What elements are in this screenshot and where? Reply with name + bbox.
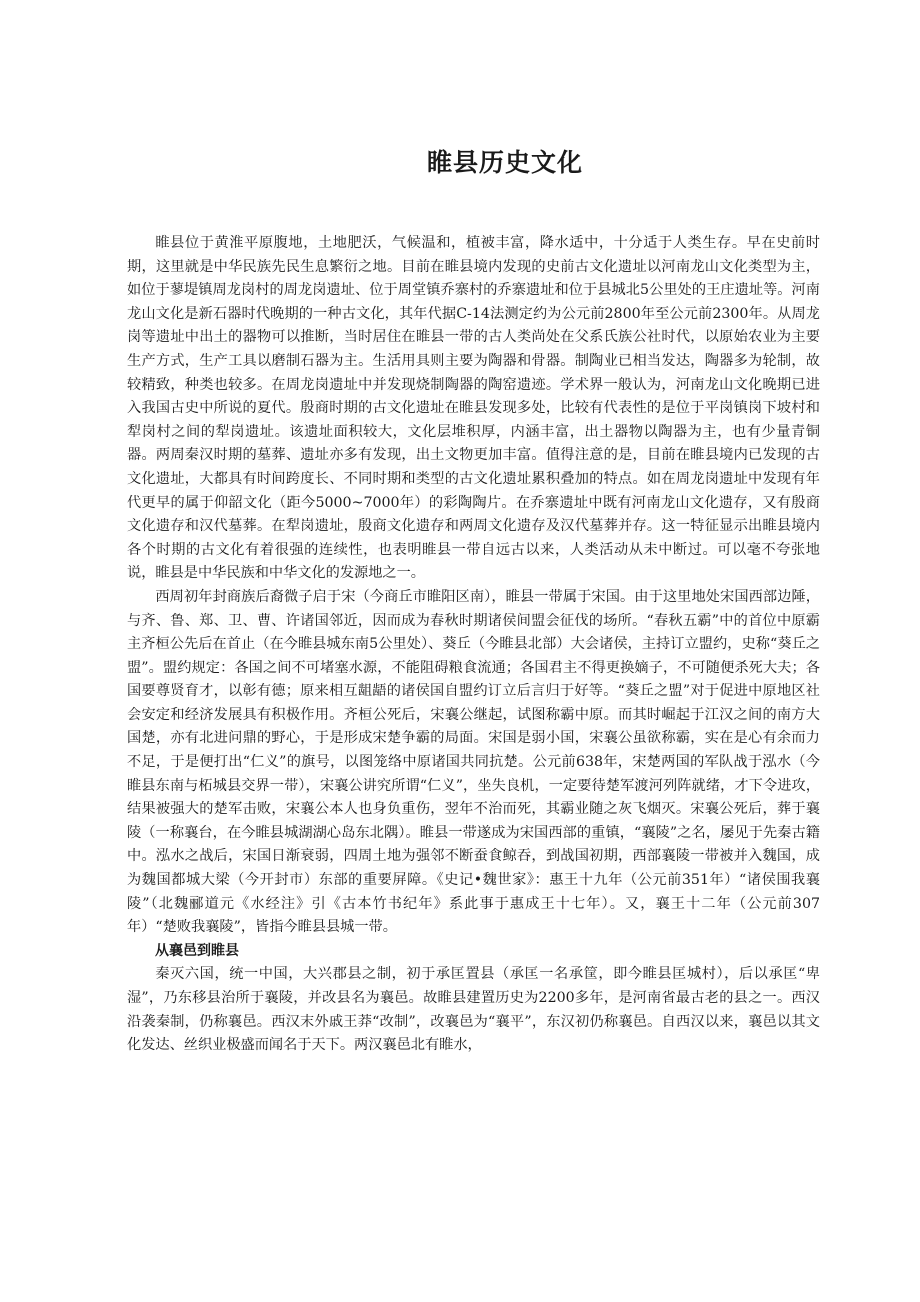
paragraph-song-state: 西周初年封商族后裔微子启于宋（今商丘市睢阳区南），睢县一带属于宋国。由于这里地处宋国西部边陲，与齐、鲁、郑、卫、曹、许诸国邻近，因而成为春秋时期诸侯间盟会征伐的场所。“春秋五霸”中的首位中原霸主齐桓公先后在首止（在今睢县城东南5公里处）、葵丘（今睢县北部）大会诸侯，主持订立盟约，史称“葵丘之盟”。盟约规定：各国之间不可堵塞水源，不能阻碍粮食流通；各国君主不得更换嫡子，不可随便杀死大夫；各国要尊贤育才，以彰有德；原来相互龃龉的诸侯国自盟约订立后言归于好等。“葵丘之盟”对于促进中原地区社会安定和经济发展具有积极作用。齐桓公死后，宋襄公继起，试图称霸中原。而其时崛起于江汉之间的南方大国楚，亦有北进问鼎的野心，于是形成宋楚争霸的局面。宋国是弱小国，宋襄公虽欲称霸，实在是心有余而力不足，于是便打出“仁义”的旗号，以图笼络中原诸国共同抗楚。公元前638年，宋楚两国的军队战于泓水（今睢县东南与柘城县交界一带），宋襄公讲究所谓“仁义”，坐失良机，一定要待楚军渡河列阵就绪，才下令进攻，结果被强大的楚军击败，宋襄公本人也身负重伤，翌年不治而死，其霸业随之灰飞烟灭。宋襄公死后，葬于襄陵（一称襄台，在今睢县城湖湖心岛东北隅）。睢县一带遂成为宋国西部的重镇，“襄陵”之名，屡见于先秦古籍中。泓水之战后，宋国日渐衰弱，四周土地为强邻不断蚕食鲸吞，到战国初期，西部襄陵一带被并入魏国，成为魏国都城大梁（今开封市）东部的重要屏障。《史记•魏世家》：惠王十九年（公元前351年）“诸侯围我襄陵”（北魏郦道元《水经注》引《古本竹书纪年》系此事于惠成王十七年）。又，襄王十二年（公元前307年）“楚败我襄陵”，皆指今睢县县城一带。 xyxy=(127,588,820,936)
document-body xyxy=(127,232,820,1058)
paragraph-xiangyi: 秦灭六国，统一中国，大兴郡县之制，初于承匡置县（承匡一名承筐，即今睢县匡城村），后以承匡“卑湿”，乃东移县治所于襄陵，并改县名为襄邑。故睢县建置历史为2200多年，是河南省最古老的县之一。西汉沿袭秦制，仍称襄邑。西汉末外戚王莽“改制”，改襄邑为“襄平”，东汉初仍称襄邑。自西汉以来，襄邑以其文化发达、丝织业极盛而闻名于天下。两汉襄邑北有睢水， xyxy=(127,966,820,1054)
section-heading: 从襄邑到睢县 xyxy=(155,942,239,959)
document-title: 睢县历史文化 xyxy=(426,148,583,177)
paragraph-prehistory: 睢县位于黄淮平原腹地，土地肥沃，气候温和，植被丰富，降水适中，十分适于人类生存。早在史前时期，这里就是中华民族先民生息繁衍之地。目前在睢县境内发现的史前古文化遗址以河南龙山文化类型为主，如位于蓼堤镇周龙岗村的周龙岗遗址、位于周堂镇乔寨村的乔寨遗址和位于县城北5公里处的王庄遗址等。河南龙山文化是新石器时代晚期的一种古文化，其年代据C-14法测定约为公元前2800年至公元前2300年。从周龙岗等遗址中出土的器物可以推断，当时居住在睢县一带的古人类尚处在父系氏族公社时代，以原始农业为主要生产方式，生产工具以磨制石器为主。生活用具则主要为陶器和骨器。制陶业已相当发达，陶器多为轮制，故较精致，种类也较多。在周龙岗遗址中并发现烧制陶器的陶窑遗迹。学术界一般认为，河南龙山文化晚期已进入我国古史中所说的夏代。殷商时期的古文化遗址在睢县发现多处，比较有代表性的是位于平岗镇岗下坡村和犁岗村之间的犁岗遗址。该遗址面积较大，文化层堆积厚，内涵丰富，出土器物以陶器为主，也有少量青铜器。两周秦汉时期的墓葬、遗址亦多有发现，出土文物更加丰富。值得注意的是，目前在睢县境内已发现的古文化遗址，大都具有时间跨度长、不同时期和类型的古文化遗址累积叠加的特点。如在周龙岗遗址中发现有年代更早的属于仰韶文化（距今5000~7000年）的彩陶陶片。在乔寨遗址中既有河南龙山文化遗存，又有殷商文化遗存和汉代墓葬。在犁岗遗址，殷商文化遗存和两周文化遗存及汉代墓葬并存。这一特征显示出睢县境内各个时期的古文化有着很强的连续性，也表明睢县一带自远古以来，人类活动从未中断过。可以毫不夸张地说，睢县是中华民族和中华文化的发源地之一。 xyxy=(127,235,820,582)
